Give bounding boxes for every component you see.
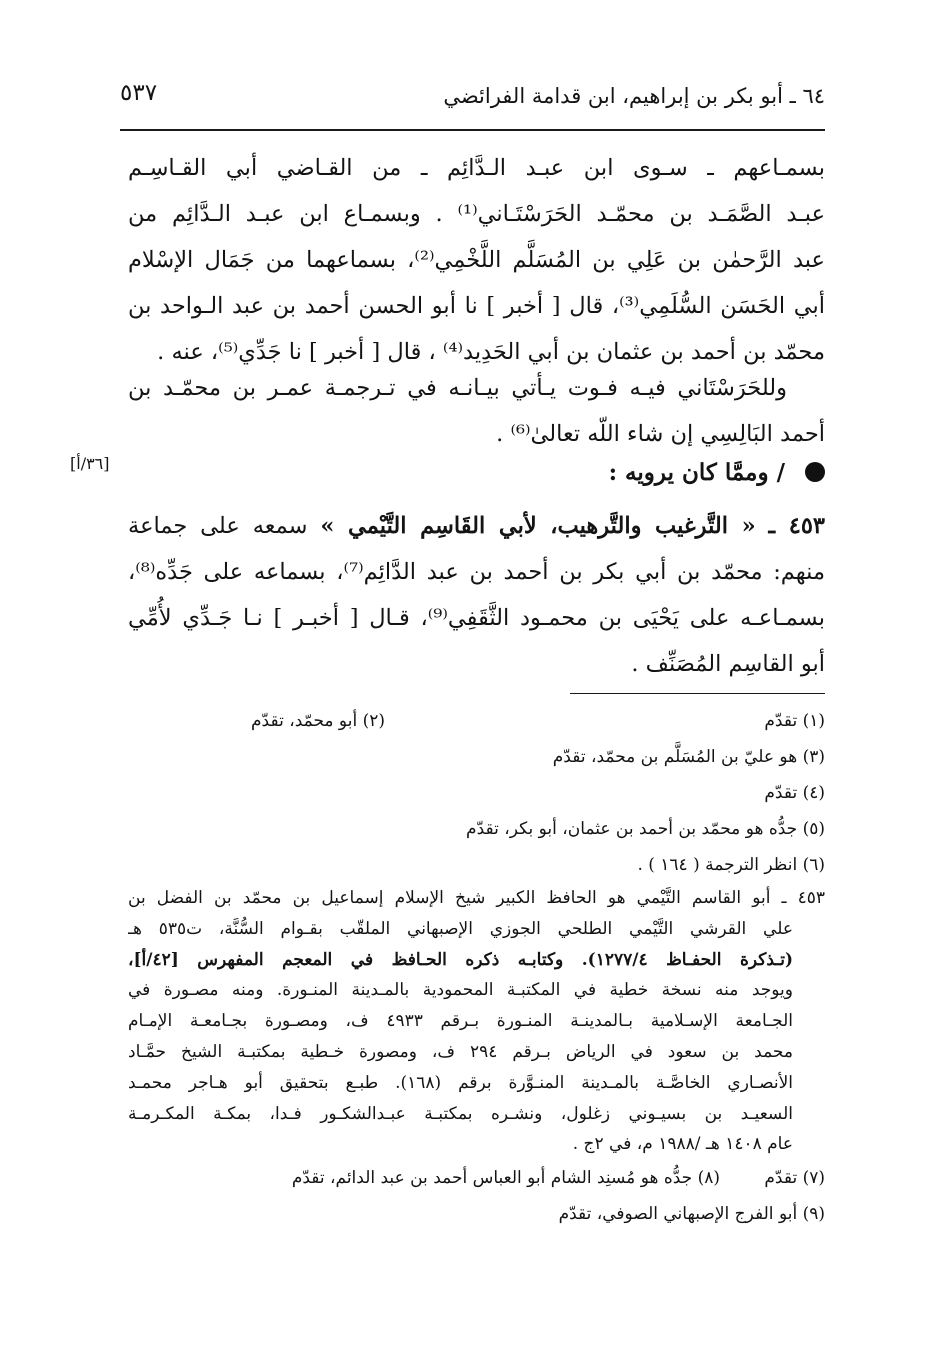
text-line: أبي الحَسَن السُّلَمِي⁽³⁾، قال [ أخبر ] نا أبو الحسن أحمد بن عبد الـواحد بن — [128, 293, 825, 319]
footnote-9: (٩) أبو الفرج الإصبهاني الصوفي، تقدّم — [558, 1204, 825, 1225]
footnote-6: (٦) انظر الترجمة ( ١٦٤ ) . — [637, 855, 825, 875]
book-title: « التَّرغيب والتَّرهيب، لأبي القَاسِم التَّيْمي » — [320, 513, 756, 539]
paragraph-1 — [128, 145, 825, 375]
folio-reference: [٣٦/أ] — [70, 454, 110, 473]
header-rule — [120, 129, 825, 131]
text-line: بسمـاعهم ـ سـوى ابن عبـد الـدَّائِم ـ من القـاضي أبي القـاسِـم — [128, 155, 825, 181]
page-number: ٥٣٧ — [120, 80, 158, 106]
text-line: محمّد بن أحمد بن عثمان بن أبي الحَدِيد⁽⁴⁾ ، قال [ أخبر ] نا جَدِّي⁽⁵⁾، عنه . — [157, 339, 825, 365]
text-line: وللحَرَسْتَاني فيـه فـوت يـأتي بيـانـه في تـرجمـة عمـر بن محمّـد بن — [128, 375, 787, 401]
text-line: عبـد الصَّمَـد بن محمّـد الحَرَسْتَـاني⁽¹⁾ . وبسمـاع ابن عبـد الـدَّائِم من — [128, 201, 825, 227]
commentary-line: علي القرشي التَّيْمي الطلحي الجوزي الإصبهاني الملقّب بقـوام السُّنَّة، ت٥٣٥ هـ — [128, 918, 793, 939]
footnotes — [128, 703, 825, 1232]
entry-number: ٤٥٣ ـ — [768, 513, 825, 539]
footnote-5: (٥) جدُّه هو محمّد بن أحمد بن عثمان، أبو بكر، تقدّم — [466, 819, 825, 839]
entry-text: سمعه على جماعة — [128, 513, 308, 539]
footnote-1: (١) تقدّم — [764, 711, 825, 731]
bullet-icon — [805, 462, 825, 482]
text-line: أبو القاسِم المُصَنِّف . — [631, 651, 825, 677]
text-line: بسمـاعـه على يَحْيَى بن محمـود الثَّقَفِي⁽⁹⁾، قـال [ أخبـر ] نـا جَـدِّي لأُمِّي — [128, 605, 825, 631]
commentary-line: (تـذكرة الحفـاظ ١٢٧٧/٤). وكتابـه ذكره الحـافظ في المعجم المفهرس [٤٢/أ]، — [128, 949, 793, 970]
commentary-line: الأنصـاري الخاصَّـة بالمـدينة المنـوَّرة برقم (١٦٨). طبـع بتحقيق أبو هـاجر محمـد — [128, 1072, 793, 1093]
commentary-line: ٤٥٣ ـ أبو القاسم التَّيْمي هو الحافظ الكبير شيخ الإسلام إسماعيل بن محمّد بن الفضل بن — [128, 888, 825, 908]
footnote-row — [128, 1160, 825, 1196]
entry-453 — [128, 503, 825, 687]
commentary-line: عام ١٤٠٨ هـ /١٩٨٨ م، في ٢ج . — [572, 1134, 793, 1155]
commentary-line: الجـامعة الإسـلامية بـالمدينـة المنـورة بـرقم ٤٩٣٣ ف، ومصـورة بجـامعـة الإمـام — [128, 1011, 793, 1032]
text-line: عبد الرَّحمٰن بن عَلِي بن المُسَلَّم اللَّخْمِي⁽²⁾، بسماعهما من جَمَال الإسْلام — [128, 247, 825, 273]
paragraph-2 — [128, 365, 825, 457]
text-line: أحمد البَالِسِي إن شاء اللّه تعالىٰ⁽⁶⁾ . — [496, 421, 825, 447]
footnote-4: (٤) تقدّم — [764, 783, 825, 803]
footnote-8: (٨) جدُّه هو مُسنِد الشام أبو العباس أحمد بن عبد الدائم، تقدّم — [291, 1168, 720, 1189]
text-line: منهم: محمّد بن أبي بكر بن أحمد بن عبد الدَّائِم⁽⁷⁾، بسماعه على جَدِّه⁽⁸⁾، — [128, 559, 825, 585]
footnote-7: (٧) تقدّم — [764, 1168, 825, 1189]
commentary-line: السعيـد بن بسيـوني زغلول، ونشـره بمكتبـة عبـدالشكـور فـدا، بمكـة المكـرمـة — [128, 1103, 793, 1124]
commentary-line: محمد بن سعود في الرياض بـرقم ٢٩٤ ف، ومصورة خـطية بمكتبـة الشيخ حمَّـاد — [128, 1041, 793, 1062]
commentary-line: ويوجد منه نسخة خطية في المكتبـة المحمودية بالمـدينة المنـورة. ومنه مصـورة في — [128, 980, 793, 1001]
footnote-3: (٣) هو عليّ بن المُسَلَّم بن محمّد، تقدّم — [552, 747, 825, 767]
running-header — [120, 70, 825, 130]
footnote-2: (٢) أبو محمّد، تقدّم — [251, 711, 385, 731]
commentary-453 — [128, 883, 825, 1160]
running-title: ٦٤ ـ أبو بكر بن إبراهيم، ابن قدامة الفرائضي — [443, 84, 825, 108]
footnote-row — [128, 703, 825, 739]
section-heading-row — [70, 450, 825, 496]
entry-first-line — [128, 503, 825, 549]
footnote-separator — [570, 693, 825, 694]
section-heading: / وممَّا كان يرويه : — [608, 459, 785, 486]
